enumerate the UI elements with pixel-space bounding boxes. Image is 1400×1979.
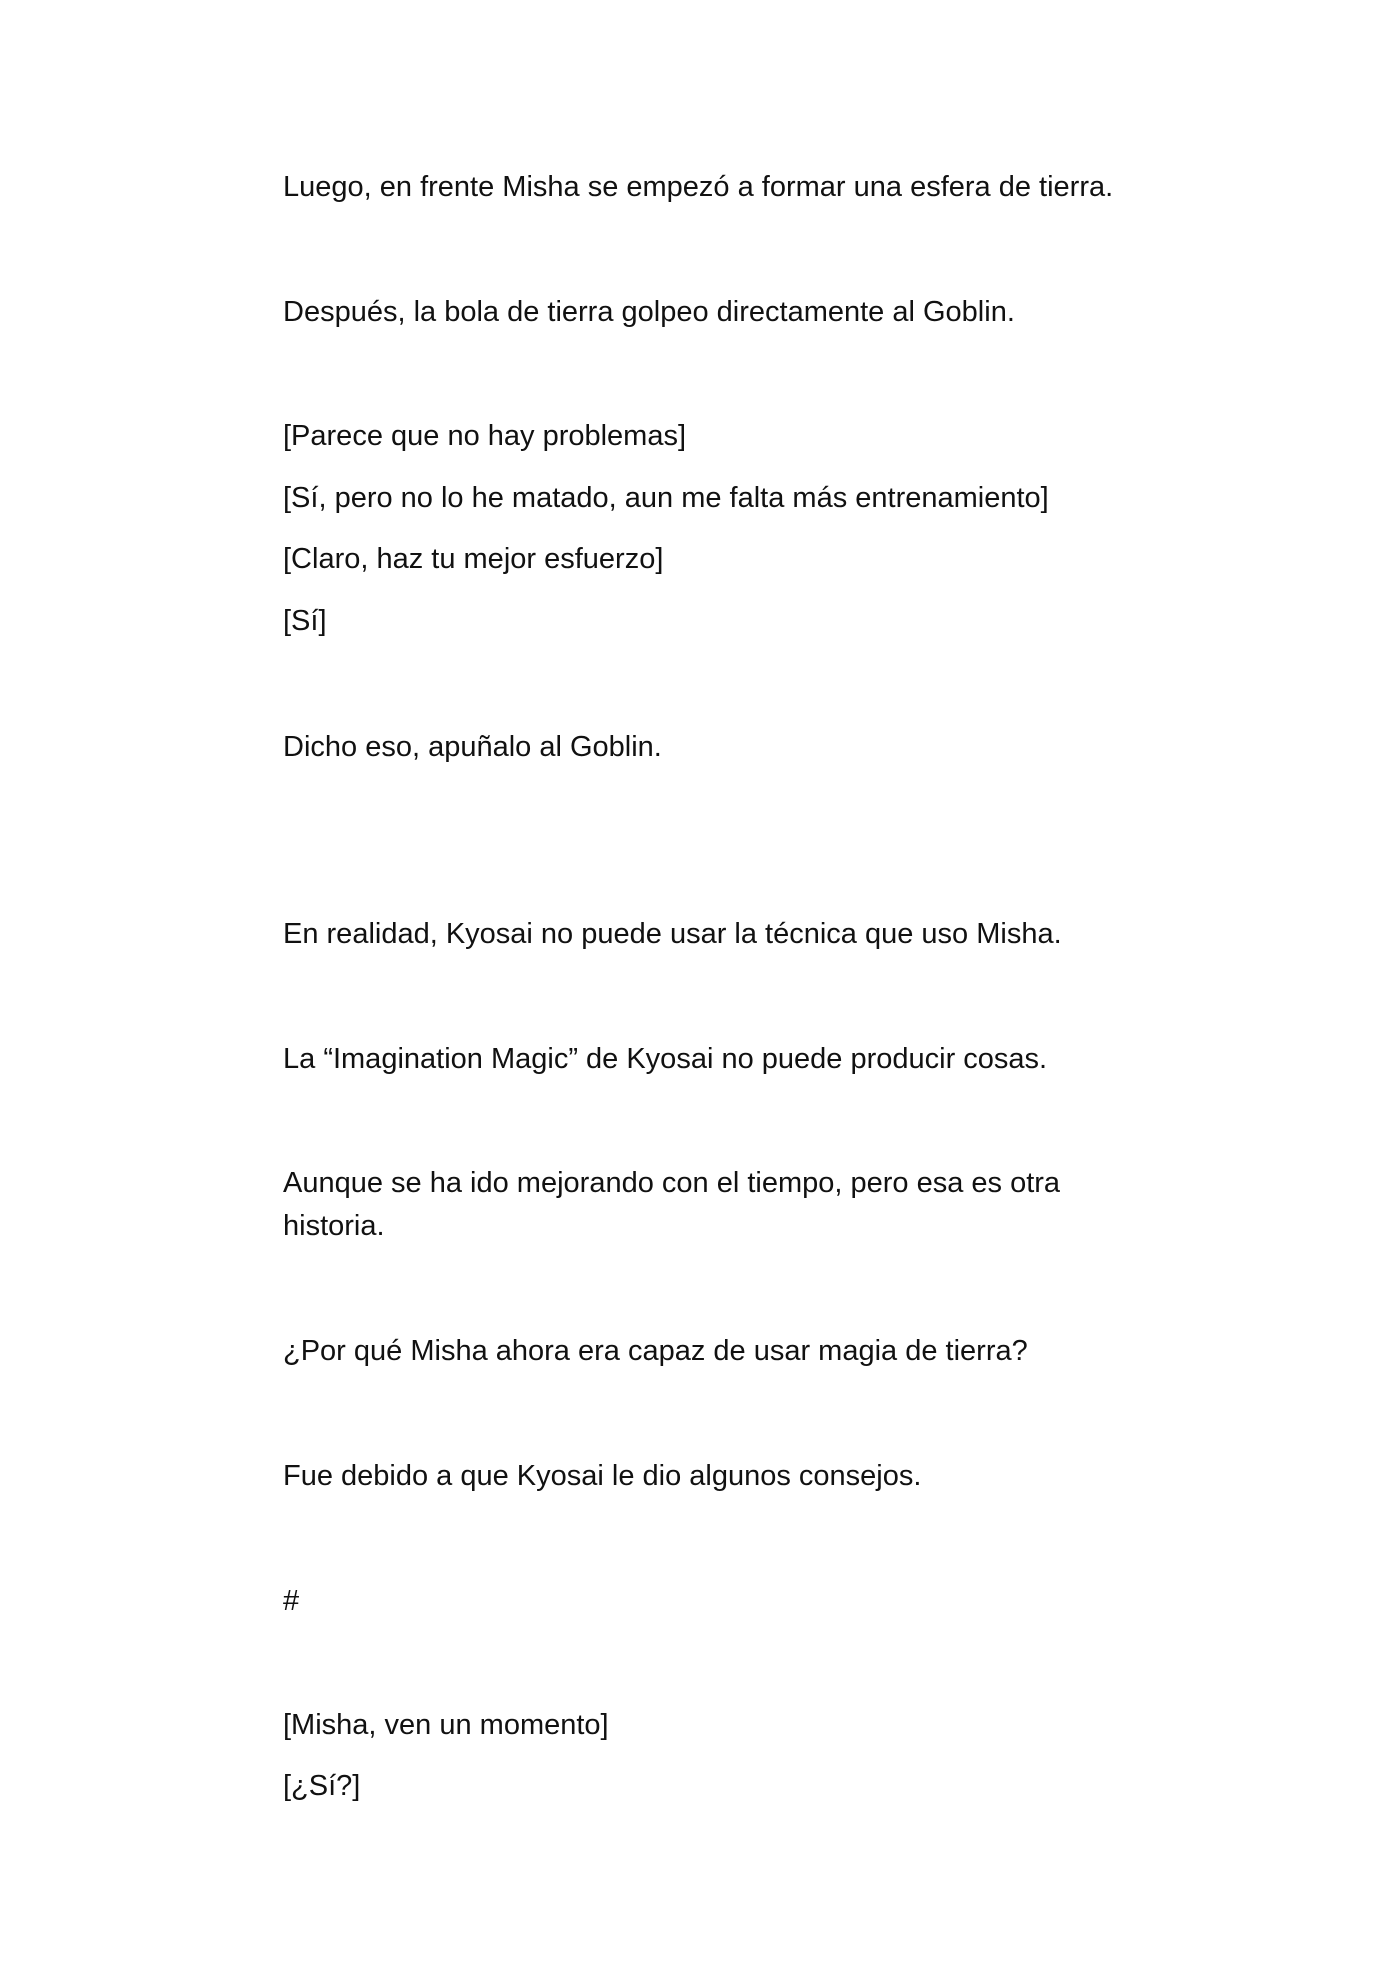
dialogue-line: [Sí]: [283, 605, 327, 637]
paragraph: La “Imagination Magic” de Kyosai no puede producir cosas.: [283, 1043, 1048, 1075]
paragraph: Luego, en frente Misha se empezó a formar una esfera de tierra.: [283, 171, 1114, 203]
paragraph: Fue debido a que Kyosai le dio algunos consejos.: [283, 1460, 922, 1492]
paragraph: En realidad, Kyosai no puede usar la técnica que uso Misha.: [283, 918, 1062, 950]
dialogue-line: [Parece que no hay problemas]: [283, 420, 687, 452]
paragraph: Después, la bola de tierra golpeo directamente al Goblin.: [283, 296, 1015, 328]
dialogue-line: [Claro, haz tu mejor esfuerzo]: [283, 543, 664, 575]
paragraph: Aunque se ha ido mejorando con el tiempo, pero esa es otra historia.: [283, 1167, 1061, 1242]
dialogue-line: [¿Sí?]: [283, 1770, 361, 1802]
scene-break-marker: #: [283, 1585, 300, 1617]
paragraph: Dicho eso, apuñalo al Goblin.: [283, 731, 662, 763]
paragraph: ¿Por qué Misha ahora era capaz de usar magia de tierra?: [283, 1335, 1028, 1367]
dialogue-line: [Misha, ven un momento]: [283, 1709, 609, 1741]
dialogue-line: [Sí, pero no lo he matado, aun me falta más entrenamiento]: [283, 482, 1049, 514]
